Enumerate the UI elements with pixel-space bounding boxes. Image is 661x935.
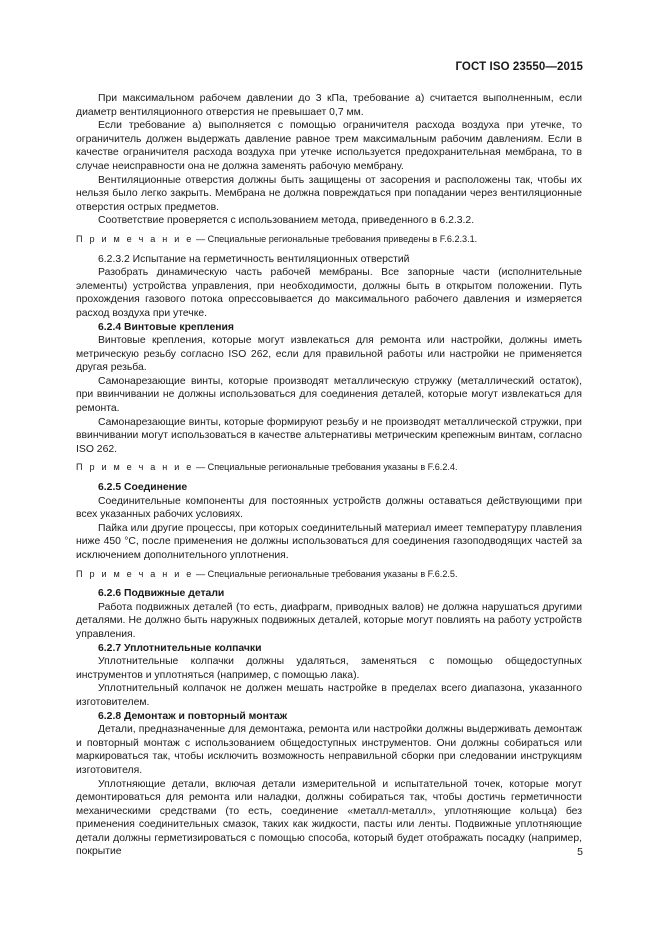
note-label: П р и м е ч а н и е: [76, 462, 194, 473]
document-body: [76, 92, 582, 859]
section-heading: 6.2.6 Подвижные детали: [98, 588, 225, 600]
paragraph: Соответствие проверяется с использованием метода, приведенного в 6.2.3.2.: [98, 215, 475, 227]
section-heading: 6.2.4 Винтовые крепления: [98, 321, 234, 333]
note: [76, 568, 582, 582]
note: [76, 233, 582, 247]
subsection-title: 6.2.3.2 Испытание на герметичность вентиляционных отверстий: [98, 253, 410, 265]
section-heading: 6.2.8 Демонтаж и повторный монтаж: [98, 710, 288, 722]
paragraph: Самонарезающие винты, которые производят металлическую стружку (металлический остаток), при ввинчивании не должны использоваться для соединения деталей, которые могут извлекаться для ремонта.: [76, 375, 582, 415]
document-header: ГОСТ ISO 23550—2015: [455, 61, 583, 73]
paragraph: Работа подвижных деталей (то есть, диафрагм, приводных валов) не должна нарушаться другими деталями. Не должно быть наружных подвижных деталей, которые могут повлиять на работу устройств управления.: [76, 601, 582, 640]
paragraph: Разобрать динамическую часть рабочей мембраны. Все запорные части (исполнительные элементы) устройства управления, при необходимости, должны быть в открытом положении. Путь прохождения газового потока опрессовывается до максимального рабочего давления и измеряется расход воздуха при утечке.: [76, 267, 582, 319]
note-text: — Специальные региональные требования указаны в F.6.2.5.: [193, 568, 458, 579]
section-heading: 6.2.7 Уплотнительные колпачки: [98, 642, 262, 654]
paragraph: Детали, предназначенные для демонтажа, ремонта или настройки должны выдерживать демонтаж и повторный монтаж с использованием общедоступных инструментов. Они должны собираться или маркироваться так, чтобы исключить возможность неправильной сборки при следовании инструкциям изготовителя.: [76, 724, 582, 776]
note-label: П р и м е ч а н и е: [76, 568, 194, 579]
note-text: — Специальные региональные требования указаны в F.6.2.4.: [193, 462, 458, 473]
paragraph: Уплотнительные колпачки должны удаляться, заменяться с помощью общедоступных инструментов и уплотняться (например, с помощью лака).: [76, 656, 582, 681]
paragraph: Вентиляционные отверстия должны быть защищены от засорения и расположены так, чтобы их нельзя было легко закрыть. Мембрана не должна повреждаться при попадании через вентиляционные отверстия острых предметов.: [76, 174, 582, 213]
paragraph: Уплотняющие детали, включая детали измерительной и испытательной точек, которые могут демонтироваться для ремонта или наладки, должны собираться так, чтобы достичь герметичности механическими средствами (то есть, соединение «металл-металл», уплотняющие кольца) без применения соединительных смазок, таких как жидкости, пасты или ленты. Подвижные уплотняющие детали должны герметизироваться с помощью способа, который будет отображать посадку (например, покрытие: [76, 778, 582, 858]
paragraph: При максимальном рабочем давлении до 3 кПа, требование а) считается выполненным, если диаметр вентиляционного отверстия не превышает 0,7 мм.: [76, 93, 582, 118]
paragraph: Самонарезающие винты, которые формируют резьбу и не производят металлической стружки, при ввинчивании могут использоваться в качестве альтернативы метрическим крепежным винтам, согласно ISO 262.: [76, 416, 582, 455]
section-heading: 6.2.5 Соединение: [98, 482, 188, 494]
paragraph: Пайка или другие процессы, при которых соединительный материал имеет температуру плавления ниже 450 °С, после применения не должны использоваться для соединения газоподводящих частей за исключением дополнительного уплотнения.: [76, 522, 582, 561]
paragraph: Соединительные компоненты для постоянных устройств должны оставаться действующими при всех указанных рабочих условиях.: [76, 495, 582, 521]
note-label: П р и м е ч а н и е: [76, 233, 194, 244]
note-text: — Специальные региональные требования приведены в F.6.2.3.1.: [193, 233, 478, 244]
paragraph: Уплотнительный колпачок не должен мешать настройке в пределах всего диапазона, указанного изготовителем.: [76, 683, 582, 708]
paragraph: Если требование а) выполняется с помощью ограничителя расхода воздуха при утечке, то ограничитель должен выдержать давление равное трем максимальным рабочим давлениям. Если в качестве ограничителя расхода воздуха при утечке используется предохранительная мембрана, то в случае неисправности она не должна заменять рабочую мембрану.: [76, 120, 582, 172]
page-number: 5: [577, 846, 583, 858]
paragraph: Винтовые крепления, которые могут извлекаться для ремонта или настройки, должны иметь метрическую резьбу согласно ISO 262, если для правильной работы или настройки не применяется другая резьба.: [76, 335, 582, 374]
note: [76, 461, 582, 475]
